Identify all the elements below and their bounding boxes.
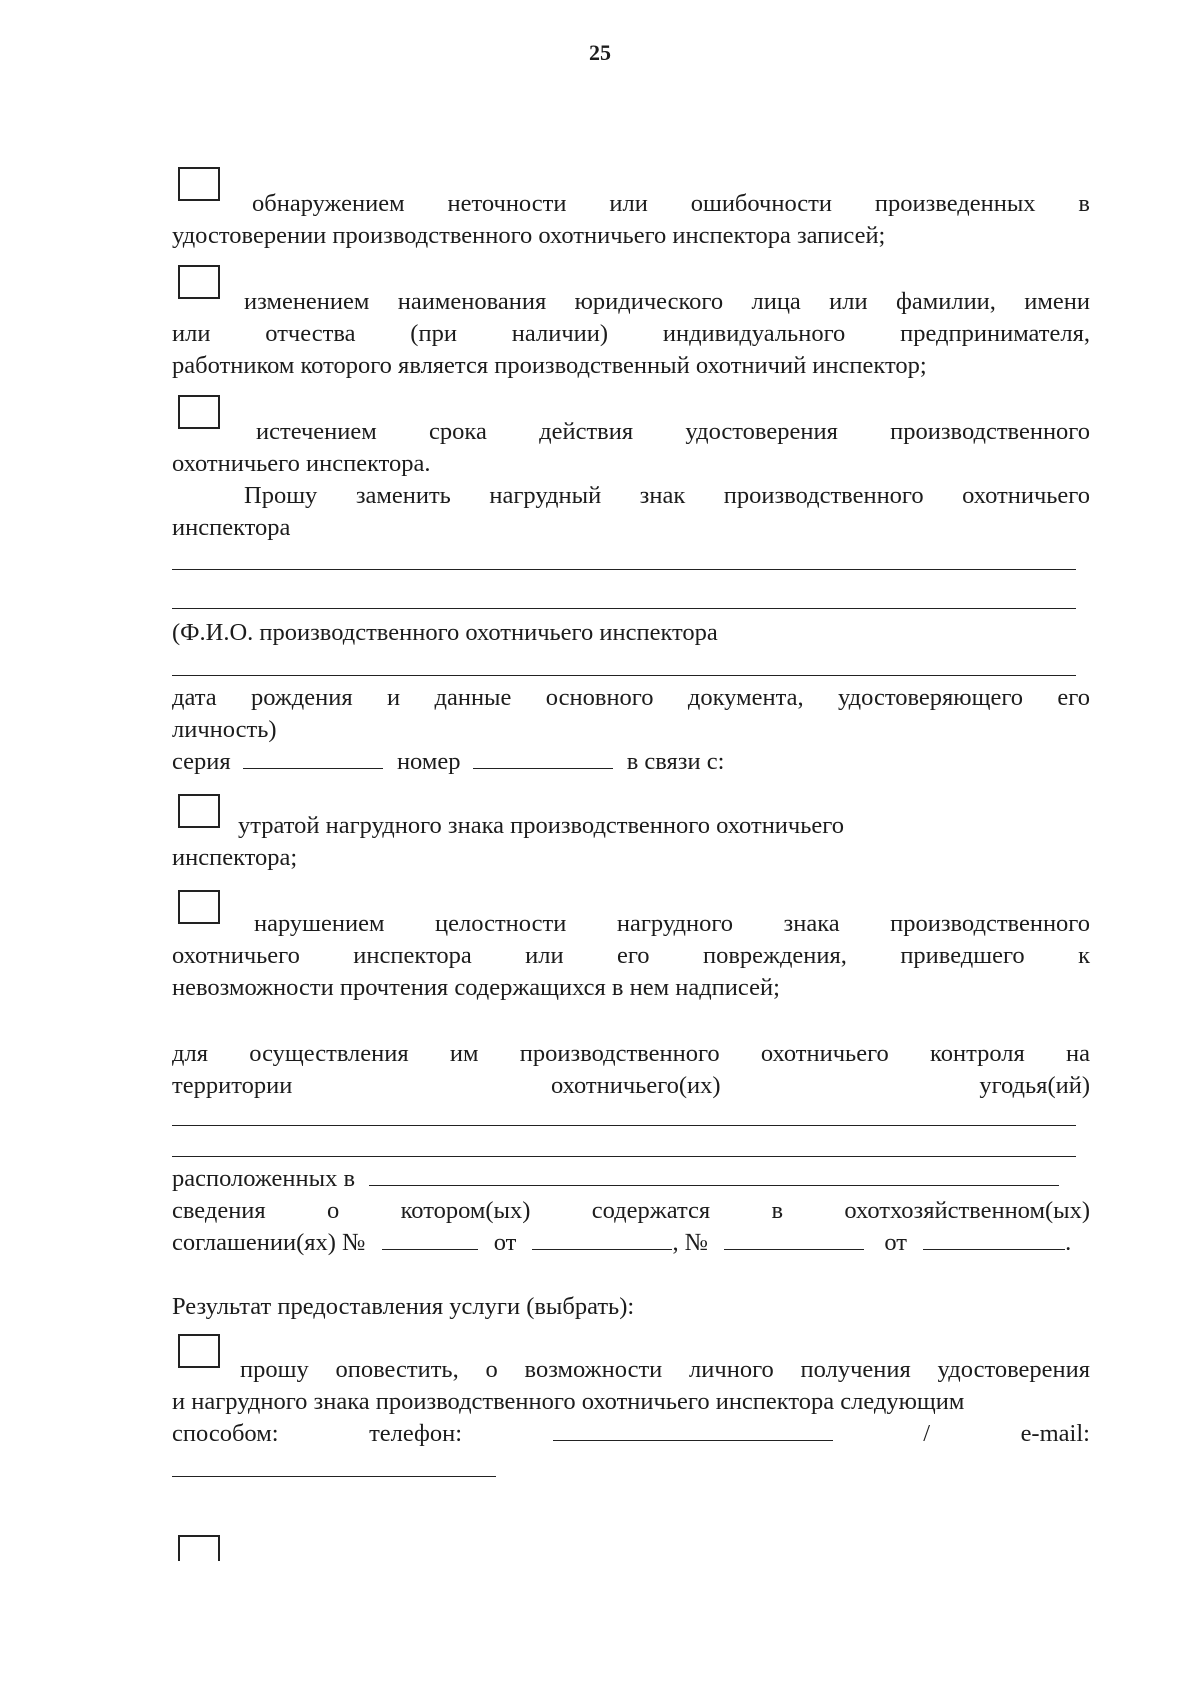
- email-label: e-mail:: [1020, 1420, 1090, 1447]
- option-expiry-line2: охотничьего инспектора.: [172, 450, 431, 477]
- doc-label-line1: дата рождения и данные основного документа, удостоверяющего его: [172, 684, 1090, 711]
- option-damage-line1: нарушением целостности нагрудного знака производственного: [254, 910, 1090, 937]
- number-sign: , №: [672, 1229, 709, 1256]
- located-field[interactable]: [369, 1165, 1059, 1186]
- fio-blank-line-1[interactable]: [172, 569, 1076, 570]
- slash: /: [923, 1420, 931, 1447]
- page-number: 25: [589, 40, 611, 65]
- territory-line1: для осуществления им производственного охотничьего контроля на: [172, 1040, 1090, 1067]
- option-expiry-line1: истечением срока действия удостоверения производственного: [256, 418, 1090, 445]
- agreement-number-field-1[interactable]: [382, 1229, 478, 1250]
- checkbox-name-change[interactable]: [178, 265, 220, 299]
- phone-label: телефон:: [369, 1420, 463, 1447]
- method-label: способом:: [172, 1420, 279, 1447]
- doc-label-line2: личность): [172, 716, 277, 743]
- request-line1: Прошу заменить нагрудный знак производственного охотничьего: [244, 482, 1090, 509]
- option-notify-line1: прошу оповестить, о возможности личного получения удостоверения: [240, 1356, 1090, 1383]
- option-loss-line2: инспектора;: [172, 844, 298, 871]
- option-inaccuracy-line1: обнаружением неточности или ошибочности произведенных в: [252, 190, 1090, 217]
- located-row: [172, 1163, 1090, 1195]
- checkbox-expiry[interactable]: [178, 395, 220, 429]
- option-loss-line1: утратой нагрудного знака производственного охотничьего: [238, 812, 844, 839]
- doc-blank-line[interactable]: [172, 675, 1076, 676]
- territory-word: территории: [172, 1072, 293, 1099]
- option-notify-line2: и нагрудного знака производственного охотничьего инспектора следующим: [172, 1388, 965, 1415]
- series-field[interactable]: [243, 748, 383, 769]
- period: .: [1065, 1229, 1072, 1256]
- phone-field[interactable]: [553, 1420, 833, 1441]
- number-field[interactable]: [473, 748, 613, 769]
- located-label: расположенных в: [172, 1165, 356, 1192]
- series-label: серия: [172, 748, 231, 775]
- option-inaccuracy-line2: удостоверении производственного охотничьего инспектора записей;: [172, 222, 886, 249]
- series-number-row: [172, 746, 1090, 778]
- option-damage-line2: охотничьего инспектора или его повреждения, приведшего к: [172, 942, 1090, 969]
- due-to-label: в связи с:: [626, 748, 725, 775]
- fio-label: (Ф.И.О. производственного охотничьего инспектора: [172, 619, 718, 646]
- option-name-change-line2: или отчества (при наличии) индивидуального предпринимателя,: [172, 320, 1090, 347]
- agreements-label: соглашении(ях) №: [172, 1229, 366, 1256]
- grounds-word: угодья(ий): [979, 1072, 1090, 1099]
- agreement-date-field-1[interactable]: [532, 1229, 672, 1250]
- option-damage-line3: невозможности прочтения содержащихся в нем надписей;: [172, 974, 780, 1001]
- agreement-date-field-2[interactable]: [923, 1229, 1065, 1250]
- option-name-change-line1: изменением наименования юридического лица или фамилии, имени: [244, 288, 1090, 315]
- info-line1: сведения о котором(ых) содержатся в охотхозяйственном(ых): [172, 1197, 1090, 1224]
- contact-row: [172, 1418, 1090, 1450]
- checkbox-damage[interactable]: [178, 890, 220, 924]
- from-label: от: [493, 1229, 517, 1256]
- from-label-2: от: [884, 1229, 907, 1256]
- territory-blank-line-1[interactable]: [172, 1125, 1076, 1126]
- territory-blank-line-2[interactable]: [172, 1156, 1076, 1157]
- option-name-change-line3: работником которого является производственный охотничий инспектор;: [172, 352, 927, 379]
- territory-line2: [172, 1070, 1090, 1102]
- fio-blank-line-2[interactable]: [172, 608, 1076, 609]
- agreement-number-field-2[interactable]: [724, 1229, 864, 1250]
- email-field[interactable]: [172, 1476, 496, 1477]
- checkbox-inaccuracy[interactable]: [178, 167, 220, 201]
- result-label: Результат предоставления услуги (выбрать):: [172, 1293, 635, 1320]
- request-line2: инспектора: [172, 514, 291, 541]
- checkbox-next-partial[interactable]: [178, 1535, 220, 1561]
- agreements-row: [172, 1227, 1090, 1259]
- hunting-word: охотничьего(их): [551, 1072, 721, 1099]
- number-label: номер: [396, 748, 461, 775]
- checkbox-notify[interactable]: [178, 1334, 220, 1368]
- checkbox-loss[interactable]: [178, 794, 220, 828]
